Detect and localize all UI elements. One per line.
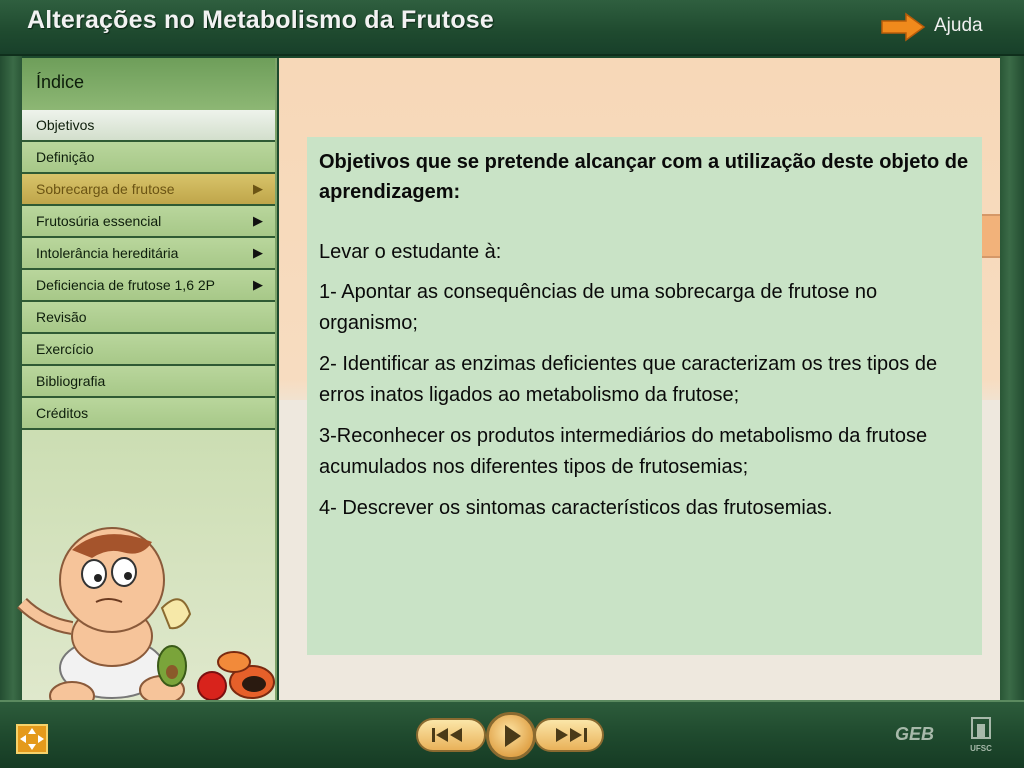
sidebar-item-label: Exercício	[36, 341, 94, 357]
sidebar-item-deficiencia-de-frutose-1-6-2p[interactable]	[22, 270, 275, 302]
sidebar-item-intolerancia-hereditaria[interactable]	[22, 238, 275, 270]
geb-logo: GEB	[895, 724, 935, 744]
navigation-icon[interactable]	[16, 724, 48, 754]
index-header	[22, 58, 275, 110]
sidebar-item-label: Bibliografia	[36, 373, 106, 389]
sidebar-item-label: Sobrecarga de frutose	[36, 181, 175, 197]
objectives-intro: Levar o estudante à:	[319, 241, 502, 263]
previous-icon	[418, 720, 484, 750]
objectives-heading: Objetivos que se pretende alcançar com a utilização deste objeto de aprendizagem:	[319, 151, 969, 203]
chevron-right-icon: ▶	[253, 213, 263, 228]
objectives-panel	[307, 137, 982, 655]
arrow-right-icon	[880, 12, 926, 42]
baby-illustration	[12, 518, 282, 728]
sidebar-item-label: Deficiencia de frutose 1,6 2P	[36, 277, 215, 293]
previous-button[interactable]	[416, 718, 486, 752]
sidebar-item-label: Frutosúria essencial	[36, 213, 162, 229]
play-icon	[489, 715, 533, 757]
objective-item: 2- Identificar as enzimas deficientes que caracterizam os tres tipos de erros inatos ligados ao metabolismo da frutose;	[319, 353, 938, 406]
sidebar-item-bibliografia[interactable]	[22, 366, 275, 398]
sidebar-item-objetivos[interactable]	[22, 110, 275, 142]
next-button[interactable]	[534, 718, 604, 752]
chevron-right-icon: ▶	[253, 181, 263, 196]
sidebar-item-sobrecarga-de-frutose[interactable]	[22, 174, 275, 206]
sidebar-item-revisao[interactable]	[22, 302, 275, 334]
playback-controls	[416, 712, 608, 760]
sidebar-item-frutosuria-essencial[interactable]	[22, 206, 275, 238]
header-bar	[0, 0, 1024, 56]
ufsc-logo: UFSC	[966, 714, 996, 756]
right-frame	[1000, 56, 1024, 700]
help-label: Ajuda	[934, 15, 983, 36]
page-title: Alterações no Metabolismo da Frutose	[27, 6, 495, 34]
objective-item: 3-Reconhecer os produtos intermediários do metabolismo da frutose acumulados nos diferentes tipos de frutosemias;	[319, 425, 928, 478]
sidebar-item-label: Intolerância hereditária	[36, 245, 179, 261]
play-button[interactable]	[486, 712, 536, 760]
chevron-right-icon: ▶	[253, 277, 263, 292]
sidebar-item-definicao[interactable]	[22, 142, 275, 174]
sidebar-item-creditos[interactable]	[22, 398, 275, 430]
sidebar-item-label: Revisão	[36, 309, 87, 325]
sidebar-item-exercicio[interactable]	[22, 334, 275, 366]
objective-item: 4- Descrever os sintomas característicos das frutosemias.	[319, 497, 833, 519]
chevron-right-icon: ▶	[253, 245, 263, 260]
footer-bar	[0, 700, 1024, 768]
sidebar-item-label: Objetivos	[36, 117, 95, 133]
help-button[interactable]	[880, 10, 1000, 44]
objective-item: 1- Apontar as consequências de uma sobrecarga de frutose no organismo;	[319, 281, 878, 334]
sidebar-item-label: Créditos	[36, 405, 89, 421]
sidebar-item-label: Definição	[36, 149, 95, 165]
index-title: Índice	[36, 72, 85, 92]
next-icon	[536, 720, 602, 750]
